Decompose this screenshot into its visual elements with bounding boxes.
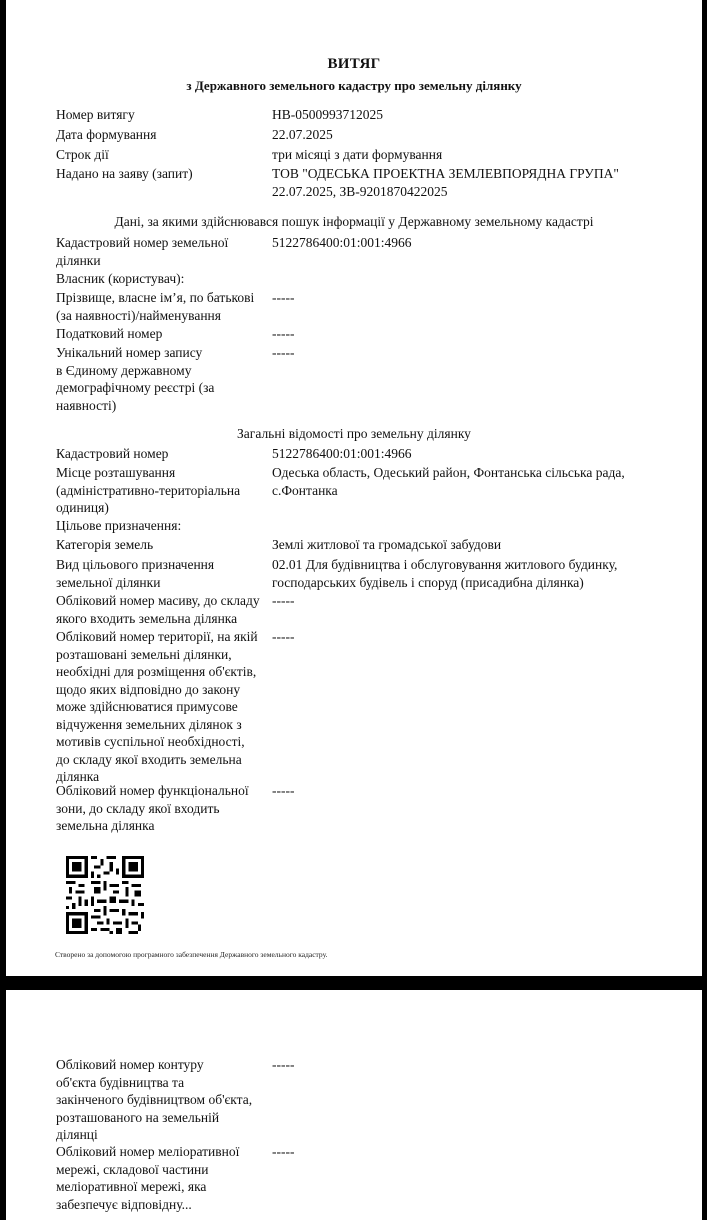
field-value: ----- xyxy=(272,290,295,305)
field-label: Прізвище, власне ім’я, по батькові (за наявності)/найменування xyxy=(56,290,255,323)
field-label: Вид цільового призначення земельної ділянки xyxy=(56,557,215,590)
field-label: Місце розташування (адміністративно-територіальна одиниця) xyxy=(56,465,241,515)
field-value: НВ-0500993712025 xyxy=(272,107,383,122)
field-value: 5122786400:01:001:4966 xyxy=(272,235,412,250)
field-label: Обліковий номер масиву, до складу якого входить земельна ділянка xyxy=(56,593,260,626)
field-value: Землі житлової та громадської забудови xyxy=(272,537,502,552)
footer-note: Створено за допомогою програмного забезпечення Державного земельного кадастру. xyxy=(55,950,328,959)
field-label: Категорія земель xyxy=(56,537,154,552)
field-label: Дата формування xyxy=(56,127,157,142)
qr-code-icon xyxy=(66,856,144,934)
field-value: ----- xyxy=(272,326,295,341)
field-label: Обліковий номер території, на якій розташовані земельні ділянки, необхідні для розміщення об'єктів, щодо яких відповідно до закону може здійснюватися примусове відчуження земельних ділянок з мотивів суспільної необхідності, до складу якої входить земельна ділянка xyxy=(56,629,258,784)
field-value: 02.01 Для будівництва і обслуговування житлового будинку, господарських будівель і споруд (присадибна ділянка) xyxy=(272,557,618,590)
field-label: Надано на заяву (запит) xyxy=(56,166,193,181)
document-page-2 xyxy=(6,990,702,1220)
field-value: ----- xyxy=(272,1057,295,1072)
field-value: Одеська область, Одеський район, Фонтанська сільська рада, с.Фонтанка xyxy=(272,465,625,498)
field-label: Кадастровий номер xyxy=(56,446,169,461)
field-label: Обліковий номер функціональної зони, до складу якої входить земельна ділянка xyxy=(56,783,249,833)
field-value: ----- xyxy=(272,629,295,644)
field-value: 22.07.2025 xyxy=(272,127,333,142)
document-page-1 xyxy=(6,0,702,976)
field-value: ----- xyxy=(272,1144,295,1159)
field-label: Власник (користувач): xyxy=(56,271,185,286)
field-label: Строк дії xyxy=(56,147,109,162)
field-value: 5122786400:01:001:4966 xyxy=(272,446,412,461)
field-label: Номер витягу xyxy=(56,107,135,122)
search-section-title: Дані, за якими здійснювався пошук інформації у Державному земельному кадастрі xyxy=(114,214,594,229)
field-value: три місяці з дати формування xyxy=(272,147,443,162)
field-label: Обліковий номер контуру об'єкта будівництва та закінченого будівництвом об'єкта, розташованого на земельній ділянці xyxy=(56,1057,253,1142)
field-label: Цільове призначення: xyxy=(56,518,182,533)
field-label: Обліковий номер меліоративної мережі, складової частини меліоративної мережі, яка забезпечує відповідну... xyxy=(56,1144,240,1212)
document-subtitle: з Державного земельного кадастру про земельну ділянку xyxy=(186,78,522,93)
field-value: ----- xyxy=(272,345,295,360)
field-label: Кадастровий номер земельної ділянки xyxy=(56,235,229,268)
field-value: ----- xyxy=(272,593,295,608)
field-label: Унікальний номер запису в Єдиному державному демографічному реєстрі (за наявності) xyxy=(56,345,215,413)
field-value: ----- xyxy=(272,783,295,798)
field-label: Податковий номер xyxy=(56,326,163,341)
general-section-title: Загальні відомості про земельну ділянку xyxy=(237,426,471,441)
document-title: ВИТЯГ xyxy=(327,56,381,72)
field-value: ТОВ "ОДЕСЬКА ПРОЕКТНА ЗЕМЛЕВПОРЯДНА ГРУПА" 22.07.2025, ЗВ-9201870422025 xyxy=(272,166,619,199)
